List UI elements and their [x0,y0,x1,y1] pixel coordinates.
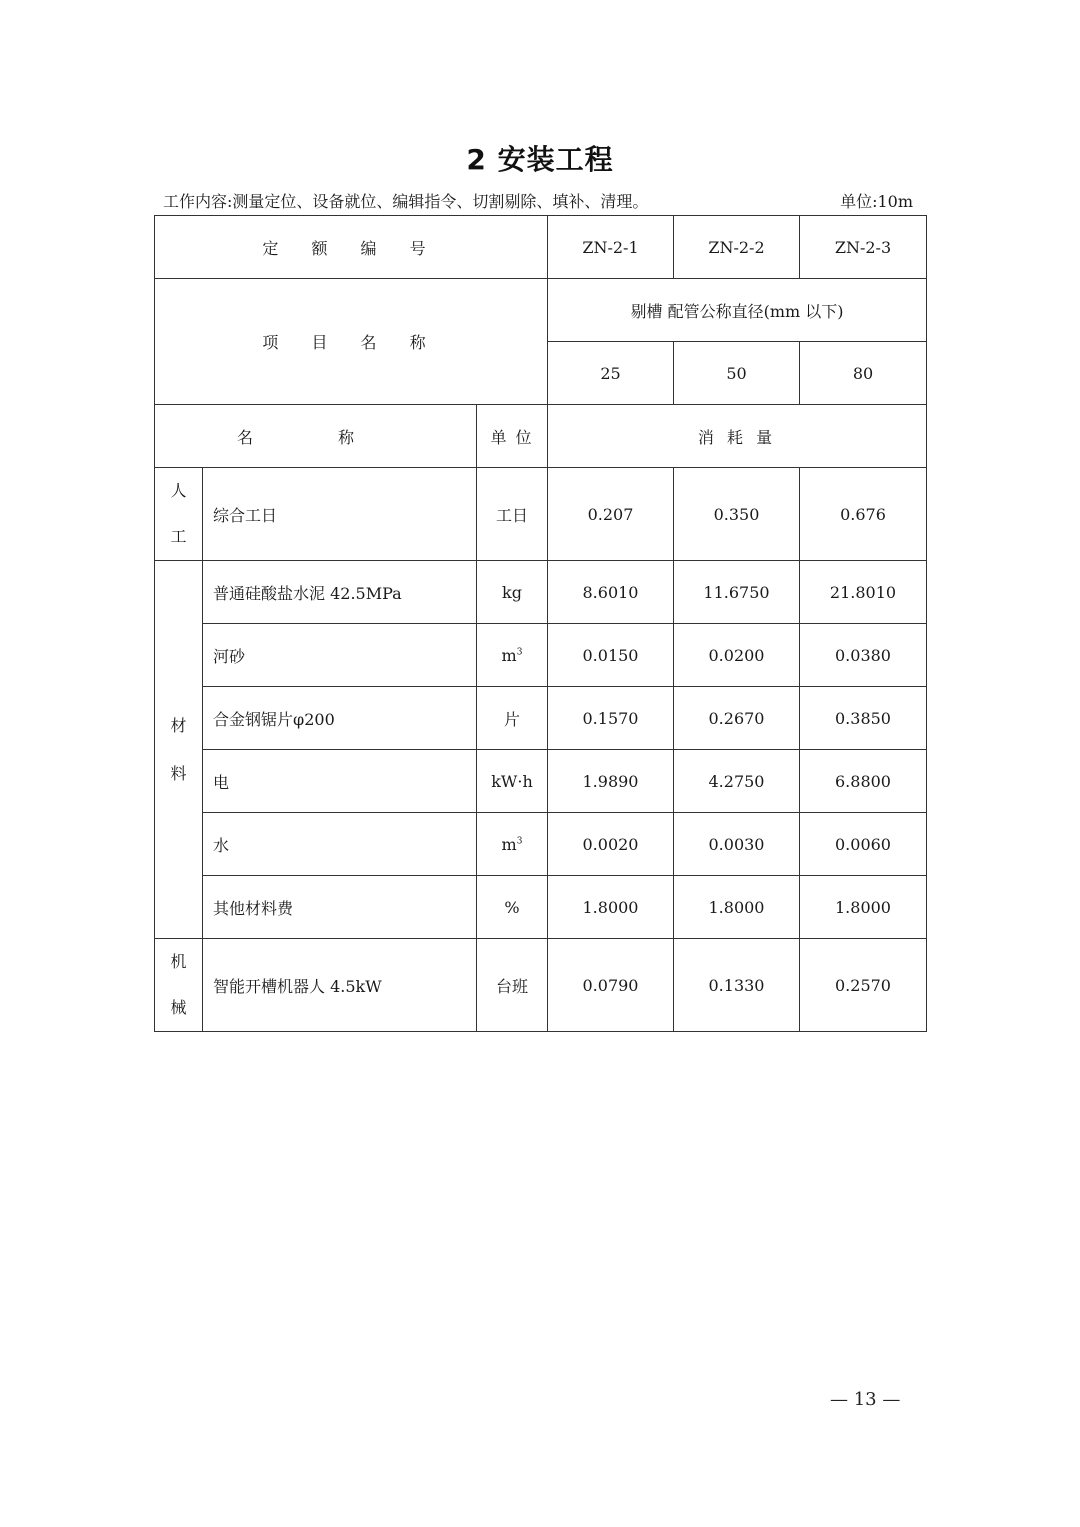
item-description: 剔槽 配管公称直径(mm 以下) [548,279,927,342]
work-content-line [163,189,913,213]
row-name: 普通硅酸盐水泥 42.5MPa [203,561,477,624]
row-value: 0.3850 [800,687,927,750]
row-name: 综合工日 [203,468,477,561]
work-content: 工作内容:测量定位、设备就位、编辑指令、切割剔除、填补、清理。 [163,192,649,211]
category-machinery: 机械 [155,939,203,1032]
quota-code-row [155,216,927,279]
row-value: 0.0200 [674,624,800,687]
row-value: 0.0030 [674,813,800,876]
row-unit: 台班 [477,939,548,1032]
quota-code-cell: ZN-2-1 [548,216,674,279]
table-row [155,813,927,876]
quota-code-label: 定 额 编 号 [155,216,548,279]
item-name-row [155,279,927,342]
row-name: 电 [203,750,477,813]
diameter-cell: 80 [800,342,927,405]
table-row [155,876,927,939]
table-row [155,750,927,813]
row-value: 8.6010 [548,561,674,624]
row-value: 0.0790 [548,939,674,1032]
row-value: 0.0380 [800,624,927,687]
row-name: 其他材料费 [203,876,477,939]
row-value: 0.0150 [548,624,674,687]
quota-table [154,215,927,1032]
row-value: 4.2750 [674,750,800,813]
row-value: 0.1330 [674,939,800,1032]
row-unit: kg [477,561,548,624]
table-row [155,624,927,687]
row-unit: kW·h [477,750,548,813]
table-row [155,687,927,750]
row-value: 1.8000 [800,876,927,939]
row-value: 0.207 [548,468,674,561]
row-value: 0.2570 [800,939,927,1032]
row-unit: $m^3$ [477,624,548,687]
row-name: 水 [203,813,477,876]
page-number: — 13 — [830,1389,901,1410]
row-value: 11.6750 [674,561,800,624]
row-value: 0.0020 [548,813,674,876]
diameter-cell: 25 [548,342,674,405]
diameter-cell: 50 [674,342,800,405]
table-row [155,561,927,624]
table-row [155,468,927,561]
row-unit: % [477,876,548,939]
page-title: 2 安装工程 [466,143,614,176]
row-unit: 片 [477,687,548,750]
category-materials: 材料 [155,561,203,939]
name-header: 名 称 [155,405,477,468]
row-unit: 工日 [477,468,548,561]
column-header-row [155,405,927,468]
row-value: 0.1570 [548,687,674,750]
row-value: 0.350 [674,468,800,561]
category-labor: 人工 [155,468,203,561]
row-value: 0.0060 [800,813,927,876]
row-name: 合金钢锯片φ200 [203,687,477,750]
row-value: 1.8000 [674,876,800,939]
row-value: 6.8800 [800,750,927,813]
row-name: 河砂 [203,624,477,687]
consumption-header: 消 耗 量 [548,405,927,468]
row-value: 1.8000 [548,876,674,939]
row-value: 1.9890 [548,750,674,813]
row-value: 0.2670 [674,687,800,750]
item-name-label: 项 目 名 称 [155,279,548,405]
unit-header: 单 位 [477,405,548,468]
unit-label: 单位:10m [840,192,913,211]
row-value: 21.8010 [800,561,927,624]
row-name: 智能开槽机器人 4.5kW [203,939,477,1032]
row-value: 0.676 [800,468,927,561]
quota-code-cell: ZN-2-2 [674,216,800,279]
table-row [155,939,927,1032]
row-unit: $m^3$ [477,813,548,876]
quota-code-cell: ZN-2-3 [800,216,927,279]
